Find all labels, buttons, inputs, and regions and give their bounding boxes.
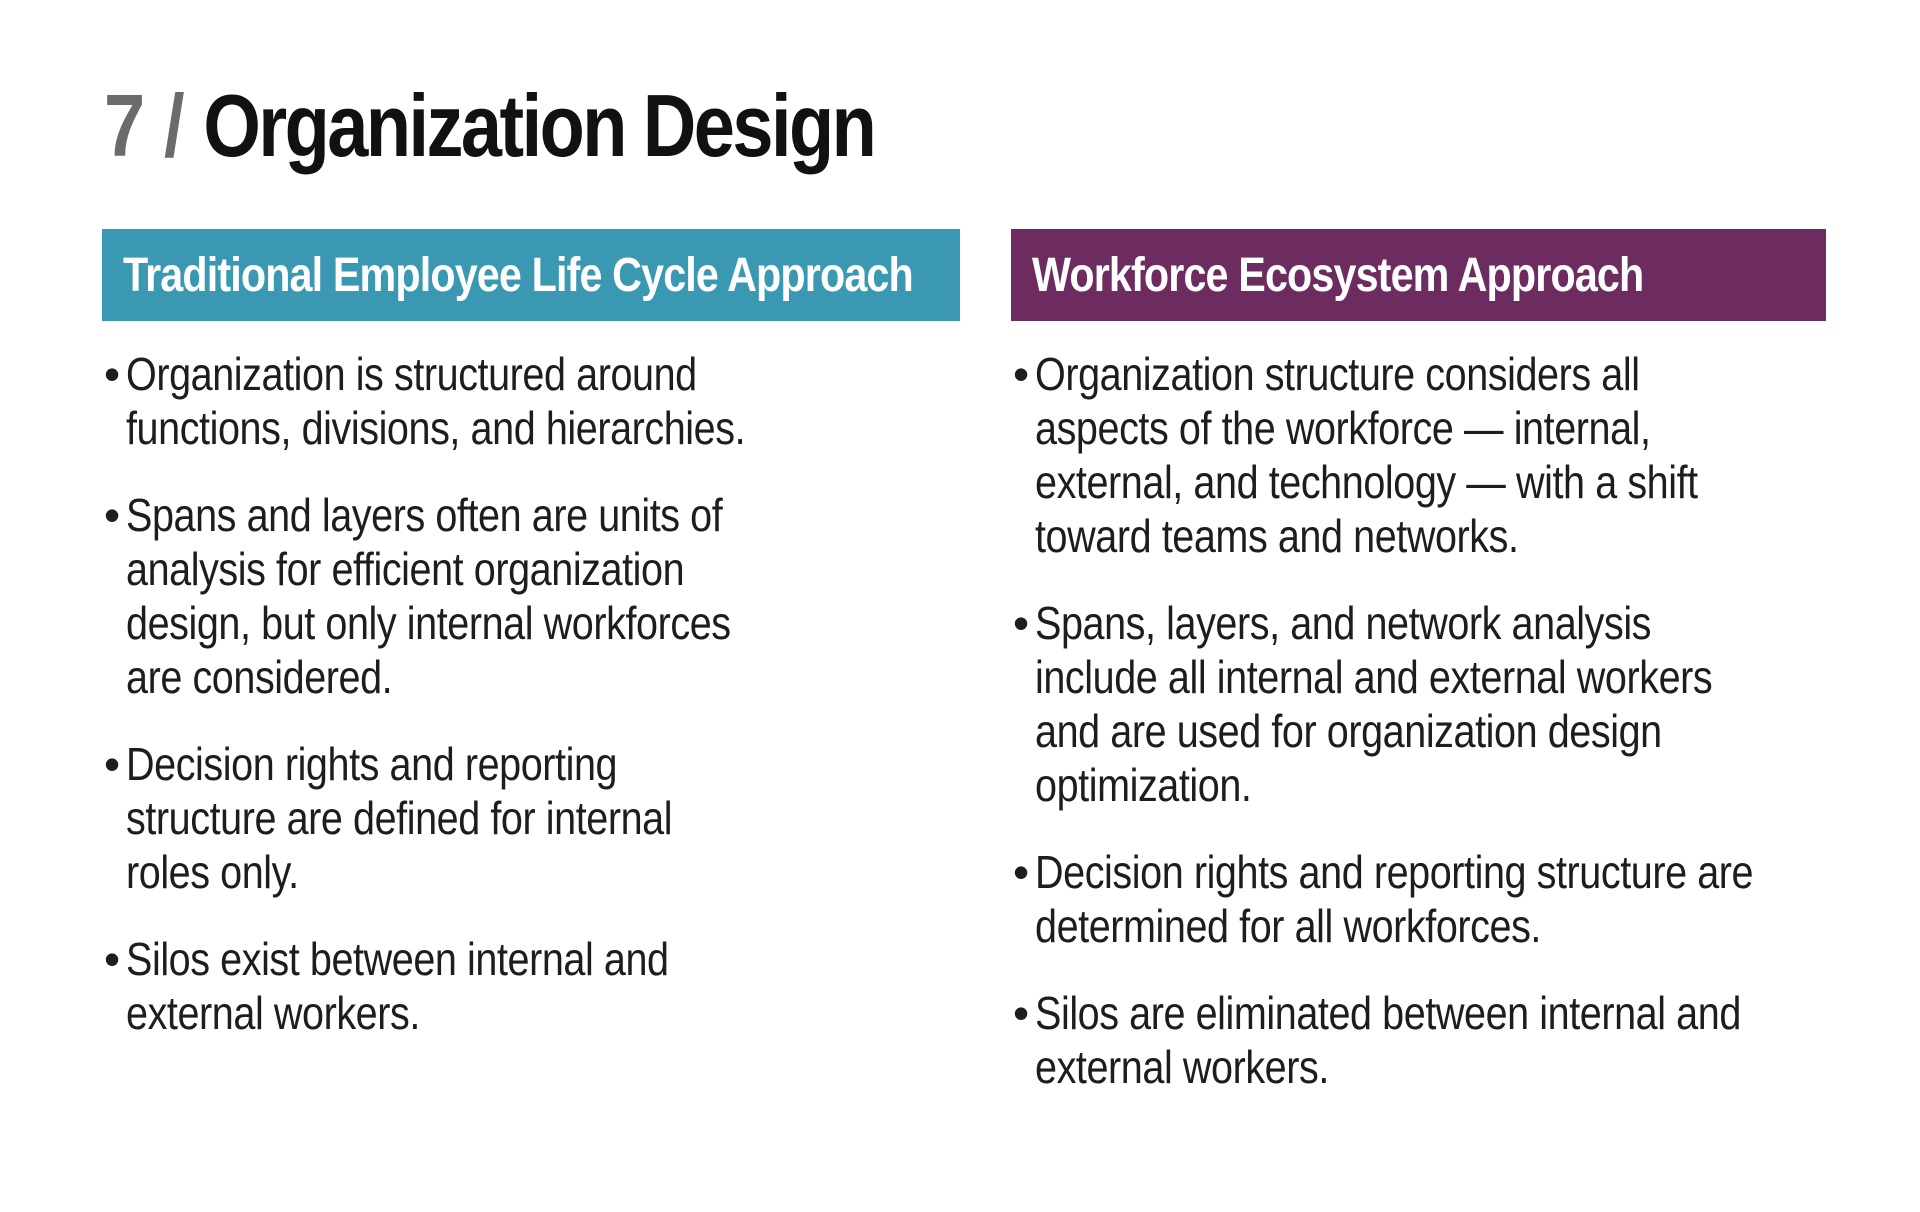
list-item: • Organization is structured around functions, divisions, and hierarchies. bbox=[104, 348, 746, 454]
title-text: Organization Design bbox=[203, 76, 875, 175]
bullet-dot-icon: • bbox=[104, 738, 120, 790]
section-number: 7 bbox=[104, 76, 143, 175]
title-separator: / bbox=[163, 76, 183, 175]
traditional-approach-header bbox=[102, 229, 960, 321]
bullet-dot-icon: • bbox=[104, 489, 120, 541]
traditional-approach-header-label: Traditional Employee Life Cycle Approach bbox=[123, 248, 913, 302]
list-item: • Spans, layers, and network analysis include all internal and external workers and are used for organization design optimization. bbox=[1013, 597, 1713, 811]
page-title bbox=[104, 76, 875, 175]
bullet-dot-icon: • bbox=[1013, 597, 1029, 649]
list-item: • Decision rights and reporting structure are determined for all workforces. bbox=[1013, 846, 1754, 952]
ecosystem-approach-column bbox=[1011, 229, 1826, 1127]
bullet-dot-icon: • bbox=[1013, 846, 1029, 898]
bullet-dot-icon: • bbox=[104, 348, 120, 400]
ecosystem-approach-list bbox=[1011, 347, 1826, 1094]
list-item: • Decision rights and reporting structure are defined for internal roles only. bbox=[104, 738, 673, 898]
list-item: • Organization structure considers all aspects of the workforce — internal, external, and technology — with a shift toward teams and networks. bbox=[1013, 348, 1698, 562]
traditional-approach-list bbox=[102, 347, 960, 1040]
traditional-approach-column bbox=[102, 229, 960, 1073]
ecosystem-approach-header-label: Workforce Ecosystem Approach bbox=[1032, 248, 1644, 302]
list-item: • Spans and layers often are units of analysis for efficient organization design, but only internal workforces are considered. bbox=[104, 489, 731, 703]
list-item: • Silos are eliminated between internal and external workers. bbox=[1013, 987, 1741, 1093]
bullet-dot-icon: • bbox=[1013, 348, 1029, 400]
bullet-dot-icon: • bbox=[104, 933, 120, 985]
bullet-dot-icon: • bbox=[1013, 987, 1029, 1039]
ecosystem-approach-header bbox=[1011, 229, 1826, 321]
list-item: • Silos exist between internal and external workers. bbox=[104, 933, 669, 1039]
